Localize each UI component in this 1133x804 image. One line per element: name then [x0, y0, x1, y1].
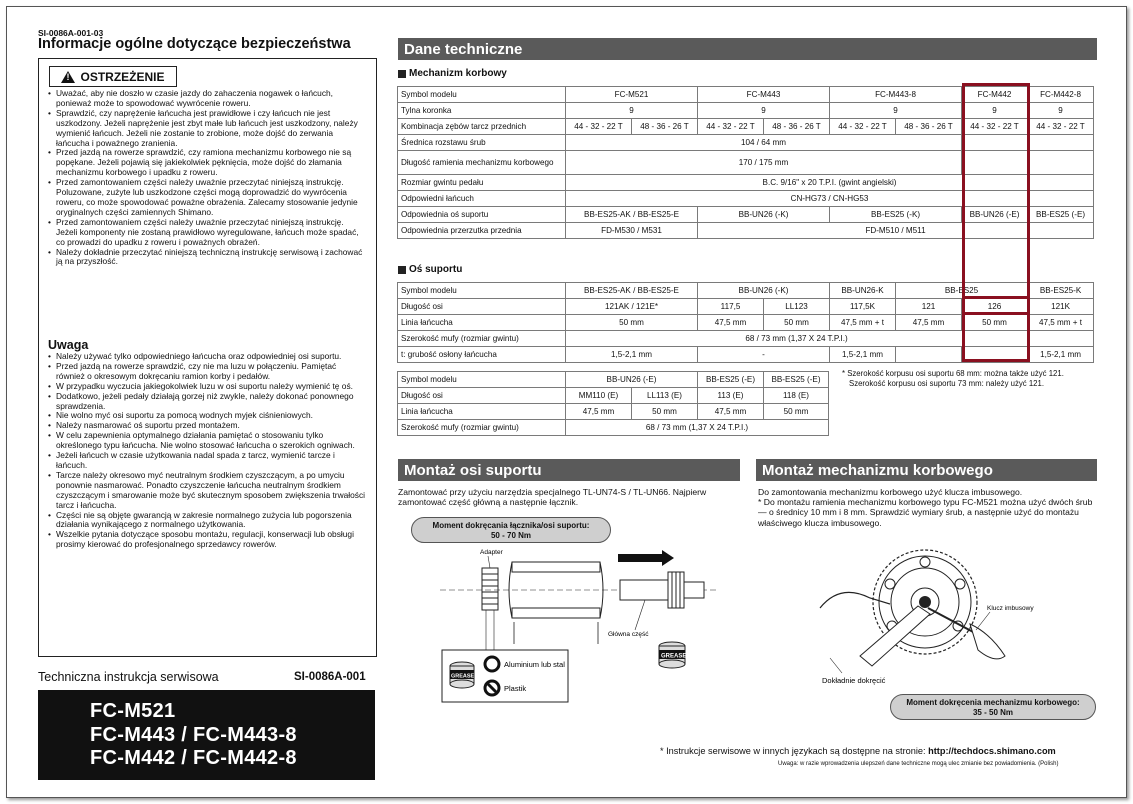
- square-icon: [398, 70, 406, 78]
- note-line: * Szerokość korpusu osi suportu 68 mm: można także użyć 121.: [842, 369, 1064, 378]
- warning-item: • Sprawdzić, czy naprężenie łańcucha jest prawidłowe i czy łańcuch nie jest uszkodzony. Jeżeli naprężenie jest zbyt małe lub łańcuch jest uszkodzony, należy wymienić łańcuch. Jeżeli nie zostanie to zrobione, może dojść do zerwania łańcucha i poważnego zranienia.: [48, 109, 366, 149]
- caution-item: • Dodatkowo, jeżeli pedały działają gorzej niż zwykle, należy dokonać ponownego sprawdzenia.: [48, 392, 366, 412]
- tighten-label: Dokładnie dokręcić: [822, 676, 886, 685]
- table-row: Długość osi MM110 (E) LL113 (E) 113 (E) 118 (E): [398, 388, 829, 404]
- hex-key-label: Klucz imbusowy: [987, 605, 1034, 612]
- table-row: Symbol modelu BB-UN26 (-E) BB-ES25 (-E) BB-ES25 (-E): [398, 372, 829, 388]
- note-line: Szerokość korpusu osi suportu 73 mm: należy użyć 121.: [849, 378, 1045, 388]
- table-row: Odpowiedni łańcuch CN-HG73 / CN-HG53: [398, 191, 1094, 207]
- caution-item: • Nie wolno myć osi suportu za pomocą wodnych myjek ciśnieniowych.: [48, 411, 366, 421]
- table-row: Tylna koronka 9 9 9 9 9: [398, 103, 1094, 119]
- caution-item: • Tarcze należy okresowo myć neutralnym środkiem czyszczącym, a po umyciu ponownie nasmarować. Ponadto czyszczenie łańcucha neutralnym środkiem czyszczącym i smarowanie może być skutecznym sposobem zwiększenia trwałości tarcz i łańcucha.: [48, 471, 366, 511]
- warning-list: [48, 89, 366, 267]
- caution-title: Uwaga: [48, 338, 89, 352]
- bb-torque-badge: Moment dokręcania łącznika/osi suportu: 50 - 70 Nm: [411, 517, 611, 543]
- tsi-label: Techniczna instrukcja serwisowa: [38, 670, 219, 684]
- direction-arrow-icon: [618, 550, 674, 566]
- warning-label: OSTRZEŻENIE: [80, 69, 165, 84]
- crank-subtitle: Mechanizm korbowy: [398, 68, 507, 79]
- caution-item: • W przypadku wyczucia jakiegokolwiek luzu w osi suportu należy wymienić tę oś.: [48, 382, 366, 392]
- table-row: Szerokość mufy (rozmiar gwintu) 68 / 73 mm (1,37 X 24 T.P.I.): [398, 331, 1094, 347]
- model-line: FC-M442 / FC-M442-8: [90, 747, 297, 769]
- table-row: Linia łańcucha 50 mm 47,5 mm 50 mm 47,5 mm + t 47,5 mm 50 mm 47,5 mm + t: [398, 315, 1094, 331]
- bb-spec-table-2: [397, 371, 829, 436]
- caution-item: • Należy nasmarować oś suportu przed montażem.: [48, 421, 366, 431]
- safety-title: Informacje ogólne dotyczące bezpieczeństwa: [38, 36, 351, 52]
- caution-item: • Przed jazdą na rowerze sprawdzić, czy nie ma luzu w połączeniu. Pamiętać również o okresowym dokręcaniu ramion korby i pedałów.: [48, 362, 366, 382]
- square-icon: [398, 266, 406, 274]
- highlight-axle-126: [962, 296, 1030, 315]
- table-row: t: grubość osłony łańcucha 1,5-2,1 mm - 1,5-2,1 mm 1,5-2,1 mm: [398, 347, 1094, 363]
- bb-install-text: Zamontować przy użyciu narzędzia specjalnego TL-UN74-S / TL-UN66. Najpierw zamontować część główną a następnie łącznik.: [398, 487, 707, 508]
- warning-icon: [61, 71, 75, 83]
- doc-code: SI-0086A-001-03: [38, 28, 104, 38]
- legend-alu: Aluminium lub stal: [504, 660, 565, 669]
- model-line: FC-M443 / FC-M443-8: [90, 724, 297, 746]
- bb-install-title: Montaż osi suportu: [398, 459, 740, 481]
- crank-install-text: Do zamontowania mechanizmu korbowego użyć klucza imbusowego. * Do montażu ramienia mechanizmu korbowego typu FC-M521 można użyć dwóch śrub — o średnicy 10 mm i 8 mm. Sprawdzić wymiary śrub, a następnie użyć do montażu właściwego klucza imbusowego.: [758, 487, 1093, 528]
- warning-item: • Przed jazdą na rowerze sprawdzić, czy ramiona mechanizmu korbowego nie są popękane. Jeżeli pojawią się jakiekolwiek pęknięcia, może dojść do złamania mechanizmu korbowego i upadku z roweru.: [48, 148, 366, 178]
- model-line: FC-M521: [90, 700, 176, 722]
- crank-install-title: Montaż mechanizmu korbowego: [756, 459, 1097, 481]
- table-row: Kombinacja zębów tarcz przednich 44 - 32 - 22 T 48 - 36 - 26 T 44 - 32 - 22 T 48 - 36 - 26 T 44 - 32 - 22 T 48 - 36 - 26 T 44 - 32 - 22 T 44 - 32 - 22 T: [398, 119, 1094, 135]
- table-row: Długość osi 121AK / 121E* 117,5 LL123 117,5K 121 126 121K: [398, 299, 1094, 315]
- tsi-code: SI-0086A-001: [294, 671, 366, 683]
- caution-item: • W celu zapewnienia optymalnego działania pamiętać o stosowaniu tylko określonego typu łańcucha. Nie wolno stosować łańcucha o szerokich ogniwach.: [48, 431, 366, 451]
- warning-item: • Uważać, aby nie doszło w czasie jazdy do zahaczenia nogawek o łańcuch, ponieważ może to spowodować wywrócenie roweru.: [48, 89, 366, 109]
- table-row: Szerokość mufy (rozmiar gwintu) 68 / 73 mm (1,37 X 24 T.P.I.): [398, 420, 829, 436]
- footer-note: Uwaga: w razie wprowadzenia ulepszeń dane techniczne mogą ulec zmianie bez powiadomienia. (Polish): [778, 761, 1059, 767]
- bb-install-diagram: [440, 542, 740, 704]
- warning-item: • Należy dokładnie przeczytać niniejszą techniczną instrukcję serwisową i zachować ją na przyszłość.: [48, 248, 366, 268]
- warning-item: • Przed zamontowaniem części należy uważnie przeczytać niniejszą instrukcję. Jeżeli komponenty nie zostaną prawidłowo wyregulowane, łańcuch może spadać, co prowadzi do upadku z roweru i poważnych obrażeń.: [48, 218, 366, 248]
- svg-text:GREASE: GREASE: [451, 673, 475, 680]
- grease-label: GREASE: [661, 653, 687, 660]
- crank-install-diagram: [800, 538, 1096, 710]
- table-row: Odpowiednia oś suportu BB-ES25-AK / BB-ES25-E BB-UN26 (-K) BB-ES25 (-K) BB-UN26 (-E) BB-ES25 (-E): [398, 207, 1094, 223]
- caution-list: [48, 352, 366, 550]
- table-row: Długość ramienia mechanizmu korbowego 170 / 175 mm: [398, 151, 1094, 175]
- bb-subtitle: Oś suportu: [398, 264, 462, 275]
- spec-notes: [842, 369, 1102, 388]
- table-row: Linia łańcucha 47,5 mm 50 mm 47,5 mm 50 mm: [398, 404, 829, 420]
- highlight-fc-m442-column: [962, 83, 1030, 362]
- warning-item: • Przed zamontowaniem części należy uważnie przeczytać niniejszą instrukcję. Poluzowane, zużyte lub uszkodzone części mogą doprowadzić do wywrócenia roweru, co może spowodować poważne obrażenia. Zalecamy stosowanie jedynie oryginalnych części zamiennych Shimano.: [48, 178, 366, 218]
- footer-url-line: * Instrukcje serwisowe w innych językach są dostępne na stronie: http://techdocs.shimano.com: [660, 746, 1056, 756]
- table-row: Symbol modelu BB-ES25-AK / BB-ES25-E BB-UN26 (-K) BB-UN26-K BB-ES25 BB-ES25-K: [398, 283, 1094, 299]
- table-row: Średnica rozstawu śrub 104 / 64 mm: [398, 135, 1094, 151]
- table-row: Symbol modelu FC-M521 FC-M443 FC-M443-8 FC-M442 FC-M442-8: [398, 87, 1094, 103]
- legend-plastic: Plastik: [504, 684, 527, 693]
- warning-header: [49, 66, 177, 87]
- table-row: Rozmiar gwintu pedału B.C. 9/16" x 20 T.P.I. (gwint angielski): [398, 175, 1094, 191]
- crank-torque-badge: Moment dokręcenia mechanizmu korbowego: 35 - 50 Nm: [890, 694, 1096, 720]
- caution-item: • Części nie są objęte gwarancją w zakresie normalnego zużycia lub pogorszenia działania wynikającego z normalnego użytkowania.: [48, 511, 366, 531]
- caution-item: • Wszelkie pytania dotyczące sposobu montażu, regulacji, konserwacji lub obsługi prosimy kierować do profesjonalnego sprzedawcy rowerów.: [48, 530, 366, 550]
- adapter-label: Adapter: [480, 549, 503, 556]
- techdocs-link: http://techdocs.shimano.com: [928, 746, 1056, 756]
- models-box: [38, 690, 375, 780]
- caution-item: • Należy używać tylko odpowiedniego łańcucha oraz odpowiedniej osi suportu.: [48, 352, 366, 362]
- table-row: Odpowiednia przerzutka przednia FD-M530 / M531 FD-M510 / M511: [398, 223, 1094, 239]
- spec-title: Dane techniczne: [398, 38, 1097, 60]
- main-part-label: Główna część: [608, 631, 649, 638]
- caution-item: • Jeżeli łańcuch w czasie użytkowania nadal spada z tarcz, wymienić tarcze i łańcuch.: [48, 451, 366, 471]
